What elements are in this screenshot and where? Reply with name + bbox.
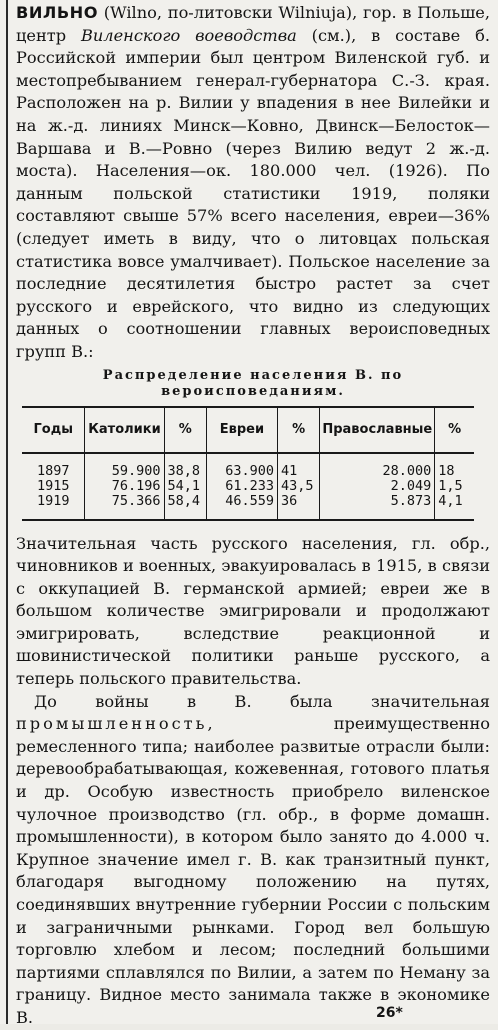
intro-text-a: (Wilno, по-литовски Wilniuja), гор. в Польше, центр (16, 3, 490, 45)
article-column (16, 0, 490, 1030)
cell-years: 1897 1915 1919 (22, 453, 85, 520)
cell-catholics-pct: 38,8 54,1 58,4 (164, 453, 206, 520)
page-number: 26* (376, 1005, 403, 1021)
table-header-row (22, 407, 474, 453)
header-jews-pct: % (277, 407, 319, 453)
religion-table (22, 406, 474, 521)
cell-catholics: 59.900 76.196 75.366 (85, 453, 164, 520)
paragraph-intro (16, 0, 490, 364)
header-catholics: Католики (85, 407, 164, 453)
cell-orthodox-pct: 18 1,5 4,1 (435, 453, 474, 520)
industry-text-a: До войны в В. была значительная (34, 691, 490, 711)
header-years: Годы (22, 407, 85, 453)
intro-italic-term: Виленского воеводства (80, 25, 297, 45)
header-orthodox: Православные (320, 407, 435, 453)
header-orthodox-pct: % (435, 407, 474, 453)
header-jews: Евреи (206, 407, 277, 453)
paragraph-industry (16, 691, 490, 1030)
industry-spaced-term: промышленность (16, 714, 208, 734)
industry-text-b: , преимущественно ремесленного типа; наиболее развитые отрасли были: деревообрабатывающая, кожевенная, готового платья и др. Особую известность приобрело виленское чулочное производство (гл. обр., в форме домашн. промышленности), в котором было занято до 4.000 ч. Крупное значение имел г. В. как транзитный пункт, благодаря выгодному положению на путях, соединявших внутренние губернии России с польским и заграничными рынками. Город вел большую торговлю хлебом и лесом; последний большими партиями сплавлялся по Вилии, а затем по Неману за границу. Видное место занимала также в экономике В. (16, 714, 490, 1027)
header-catholics-pct: % (164, 407, 206, 453)
intro-text-b: (см.), в составе б. Российской империи был центром Виленской губ. и местопребыванием генерал-губернатора С.-З. края. Расположен на р. Вилии у впадения в нее Вилейки и на ж.-д. линиях Минск—Ковно, Двинск—Белосток—Варшава и В.—Ровно (через Вилию ведут 2 ж.-д. моста). Населения—ок. 180.000 чел. (1926). По данным польской статистики 1919, поляки составляют свыше 57% всего населения, евреи—36% (следует иметь в виду, что о литовцах польская статистика вовсе умалчивает). Польское население за последние десятилетия быстро растет за счет русского и еврейского, что видно из следующих данных о соотношении главных вероисповедных групп В.: (16, 25, 490, 361)
table-row (22, 453, 474, 520)
cell-orthodox: 28.000 2.049 5.873 (320, 453, 435, 520)
paragraph-population: Значительная часть русского населения, гл. обр., чиновников и военных, эвакуировалась в 1915, в связи с оккупацией В. германской армией; евреи же в большом количестве эмигрировали и продолжают эмигрировать, вследствие реакционной и шовинистической политики раньше русского, а теперь польского правительства. (16, 533, 490, 689)
cell-jews: 63.900 61.233 46.559 (206, 453, 277, 520)
column-rule (6, 0, 8, 1024)
cell-jews-pct: 41 43,5 36 (277, 453, 319, 520)
headword: ВИЛЬНО (16, 3, 98, 22)
table-caption: Распределение населения В. по вероисповеданиям. (102, 367, 404, 399)
